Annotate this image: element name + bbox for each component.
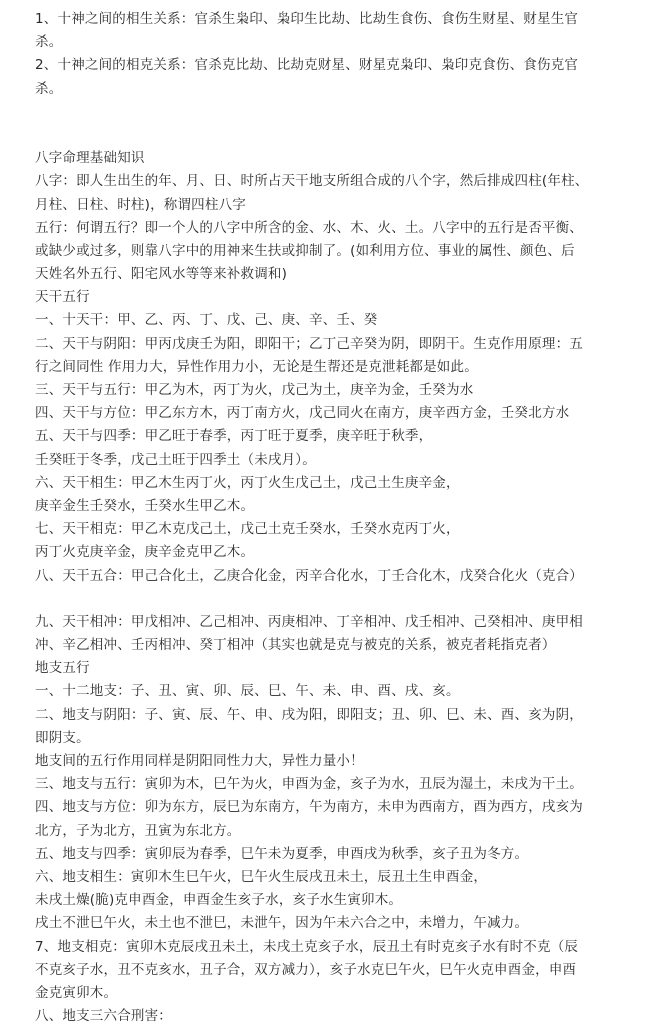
text-line: 七、天干相克：甲乙木克戊己土，戊己土克壬癸水，壬癸水克丙丁火， [35, 521, 460, 538]
text-line: 即阴支。 [35, 729, 90, 746]
basics-section [35, 147, 625, 286]
text-line: 五、天干与四季：甲乙旺于春季，丙丁旺于夏季，庚辛旺于秋季， [35, 428, 433, 445]
tiangan-section [35, 286, 625, 657]
text-line: 1、十神之间的相生关系：官杀生枭印、枭印生比劫、比劫生食伤、食伤生财星、财星生官 [35, 11, 579, 27]
text-line: 四、地支与方位：卯为东方，辰巳为东南方，午为南方，未申为西南方，酉为西方，戌亥为 [35, 799, 583, 816]
text-line: 六、地支相生：寅卯木生巳午火，巳午火生辰戌丑未土，辰丑土生申酉金， [35, 868, 488, 885]
text-line: 三、天干与五行：甲乙为木，丙丁为火，戊己为土，庚辛为金，壬癸为水 [35, 382, 474, 398]
blank-line [35, 124, 625, 147]
blank-line [35, 588, 625, 611]
text-line: 壬癸旺于冬季，戊己土旺于四季土（未戌月）。 [35, 451, 316, 468]
text-line: 八、天干五合：甲己合化土，乙庚合化金，丙辛合化水，丁壬合化木，戊癸合化火（克合） [35, 567, 583, 584]
text-line: 一、十天干：甲、乙、丙、丁、戊、己、庚、辛、壬、癸 [35, 312, 378, 329]
text-line: 地支间的五行作用同样是阴阳同性力大，异性力量小！ [35, 753, 364, 769]
text-line: 三、地支与五行：寅卯为木，巳午为火，申酉为金，亥子为水，丑辰为湿土，未戌为干土。 [35, 776, 583, 793]
dizhi-section [35, 657, 625, 1028]
text-line: 八字：即人生出生的年、月、日、时所占天干地支所组合成的八个字，然后排成四柱(年柱、 [35, 173, 589, 190]
text-line: 庚辛金生壬癸水，壬癸水生甲乙木。 [35, 497, 255, 514]
text-line: 五行：何谓五行？即一个人的八字中所含的金、水、木、火、土。八字中的五行是否平衡、 [35, 219, 583, 236]
section-title: 天干五行 [35, 289, 90, 306]
section-title: 地支五行 [35, 660, 90, 677]
section-title: 八字命理基础知识 [35, 150, 145, 167]
text-line: 五、地支与四季：寅卯辰为春季，巳午未为夏季，申酉戌为秋季，亥子丑为冬方。 [35, 845, 529, 862]
text-line: 天姓名外五行、阳宅风水等等来补救调和) [35, 266, 288, 283]
document-body [35, 8, 625, 1028]
text-line: 行之间同性 作用力大，异性作用力小，无论是生帮还是克泄耗都是如此。 [35, 358, 478, 375]
text-line: 7、地支相克：寅卯木克辰戌丑未土，未戌土克亥子水，辰丑土有时克亥子水有时不克（辰 [35, 938, 579, 955]
text-line: 二、地支与阴阳：子、寅、辰、午、申、戌为阳，即阳支；丑、卯、巳、未、酉、亥为阴， [35, 706, 583, 723]
text-line: 月柱、日柱、时柱)，称谓四柱八字 [35, 196, 246, 213]
intro-section [35, 8, 625, 101]
text-line: 金克寅卯木。 [35, 984, 118, 1001]
text-line: 冲、辛乙相冲、壬丙相冲、癸丁相冲（其实也就是克与被克的关系，被克者耗指克者） [35, 637, 556, 654]
text-line: 九、天干相冲：甲戊相冲、乙己相冲、丙庚相冲、丁辛相冲、戊壬相冲、己癸相冲、庚甲相 [35, 613, 583, 630]
text-line: 戌土不泄巳午火，未土也不泄巳，未泄午，因为午未六合之中，未增力，午减力。 [35, 915, 529, 932]
text-line: 六、天干相生：甲乙木生丙丁火，丙丁火生戊己土，戊己土生庚辛金， [35, 474, 460, 491]
text-line: 未戌土燥(脆)克申酉金，申酉金生亥子水，亥子水生寅卯木。 [35, 892, 403, 909]
text-line: 2、十神之间的相克关系：官杀克比劫、比劫克财星、财星克枭印、枭印克食伤、食伤克官 [35, 57, 579, 74]
blank-line [35, 101, 625, 124]
text-line: 一、十二地支：子、丑、寅、卯、辰、巳、午、未、申、酉、戌、亥。 [35, 683, 460, 700]
text-line: 杀。 [35, 34, 63, 51]
text-line: 二、天干与阴阳：甲丙戊庚壬为阳，即阳干；乙丁己辛癸为阴，即阴干。生克作用原理：五 [35, 335, 583, 352]
text-line: 北方，子为北方，丑寅为东北方。 [35, 822, 241, 839]
text-line: 丙丁火克庚辛金，庚辛金克甲乙木。 [35, 544, 255, 561]
text-line: 八、地支三六合刑害： [35, 1008, 172, 1025]
text-line: 杀。 [35, 80, 63, 97]
text-line: 或缺少或过多，则靠八字中的用神来生扶或抑制了。(如利用方位、事业的属性、颜色、后 [35, 242, 575, 259]
text-line: 不克亥子水，丑不克亥水，丑子合，双方减力），亥子水克巳午火，巳午火克申酉金，申酉 [35, 961, 577, 978]
text-line: 四、天干与方位：甲乙东方木，丙丁南方火，戊己同火在南方，庚辛西方金，壬癸北方水 [35, 405, 570, 422]
